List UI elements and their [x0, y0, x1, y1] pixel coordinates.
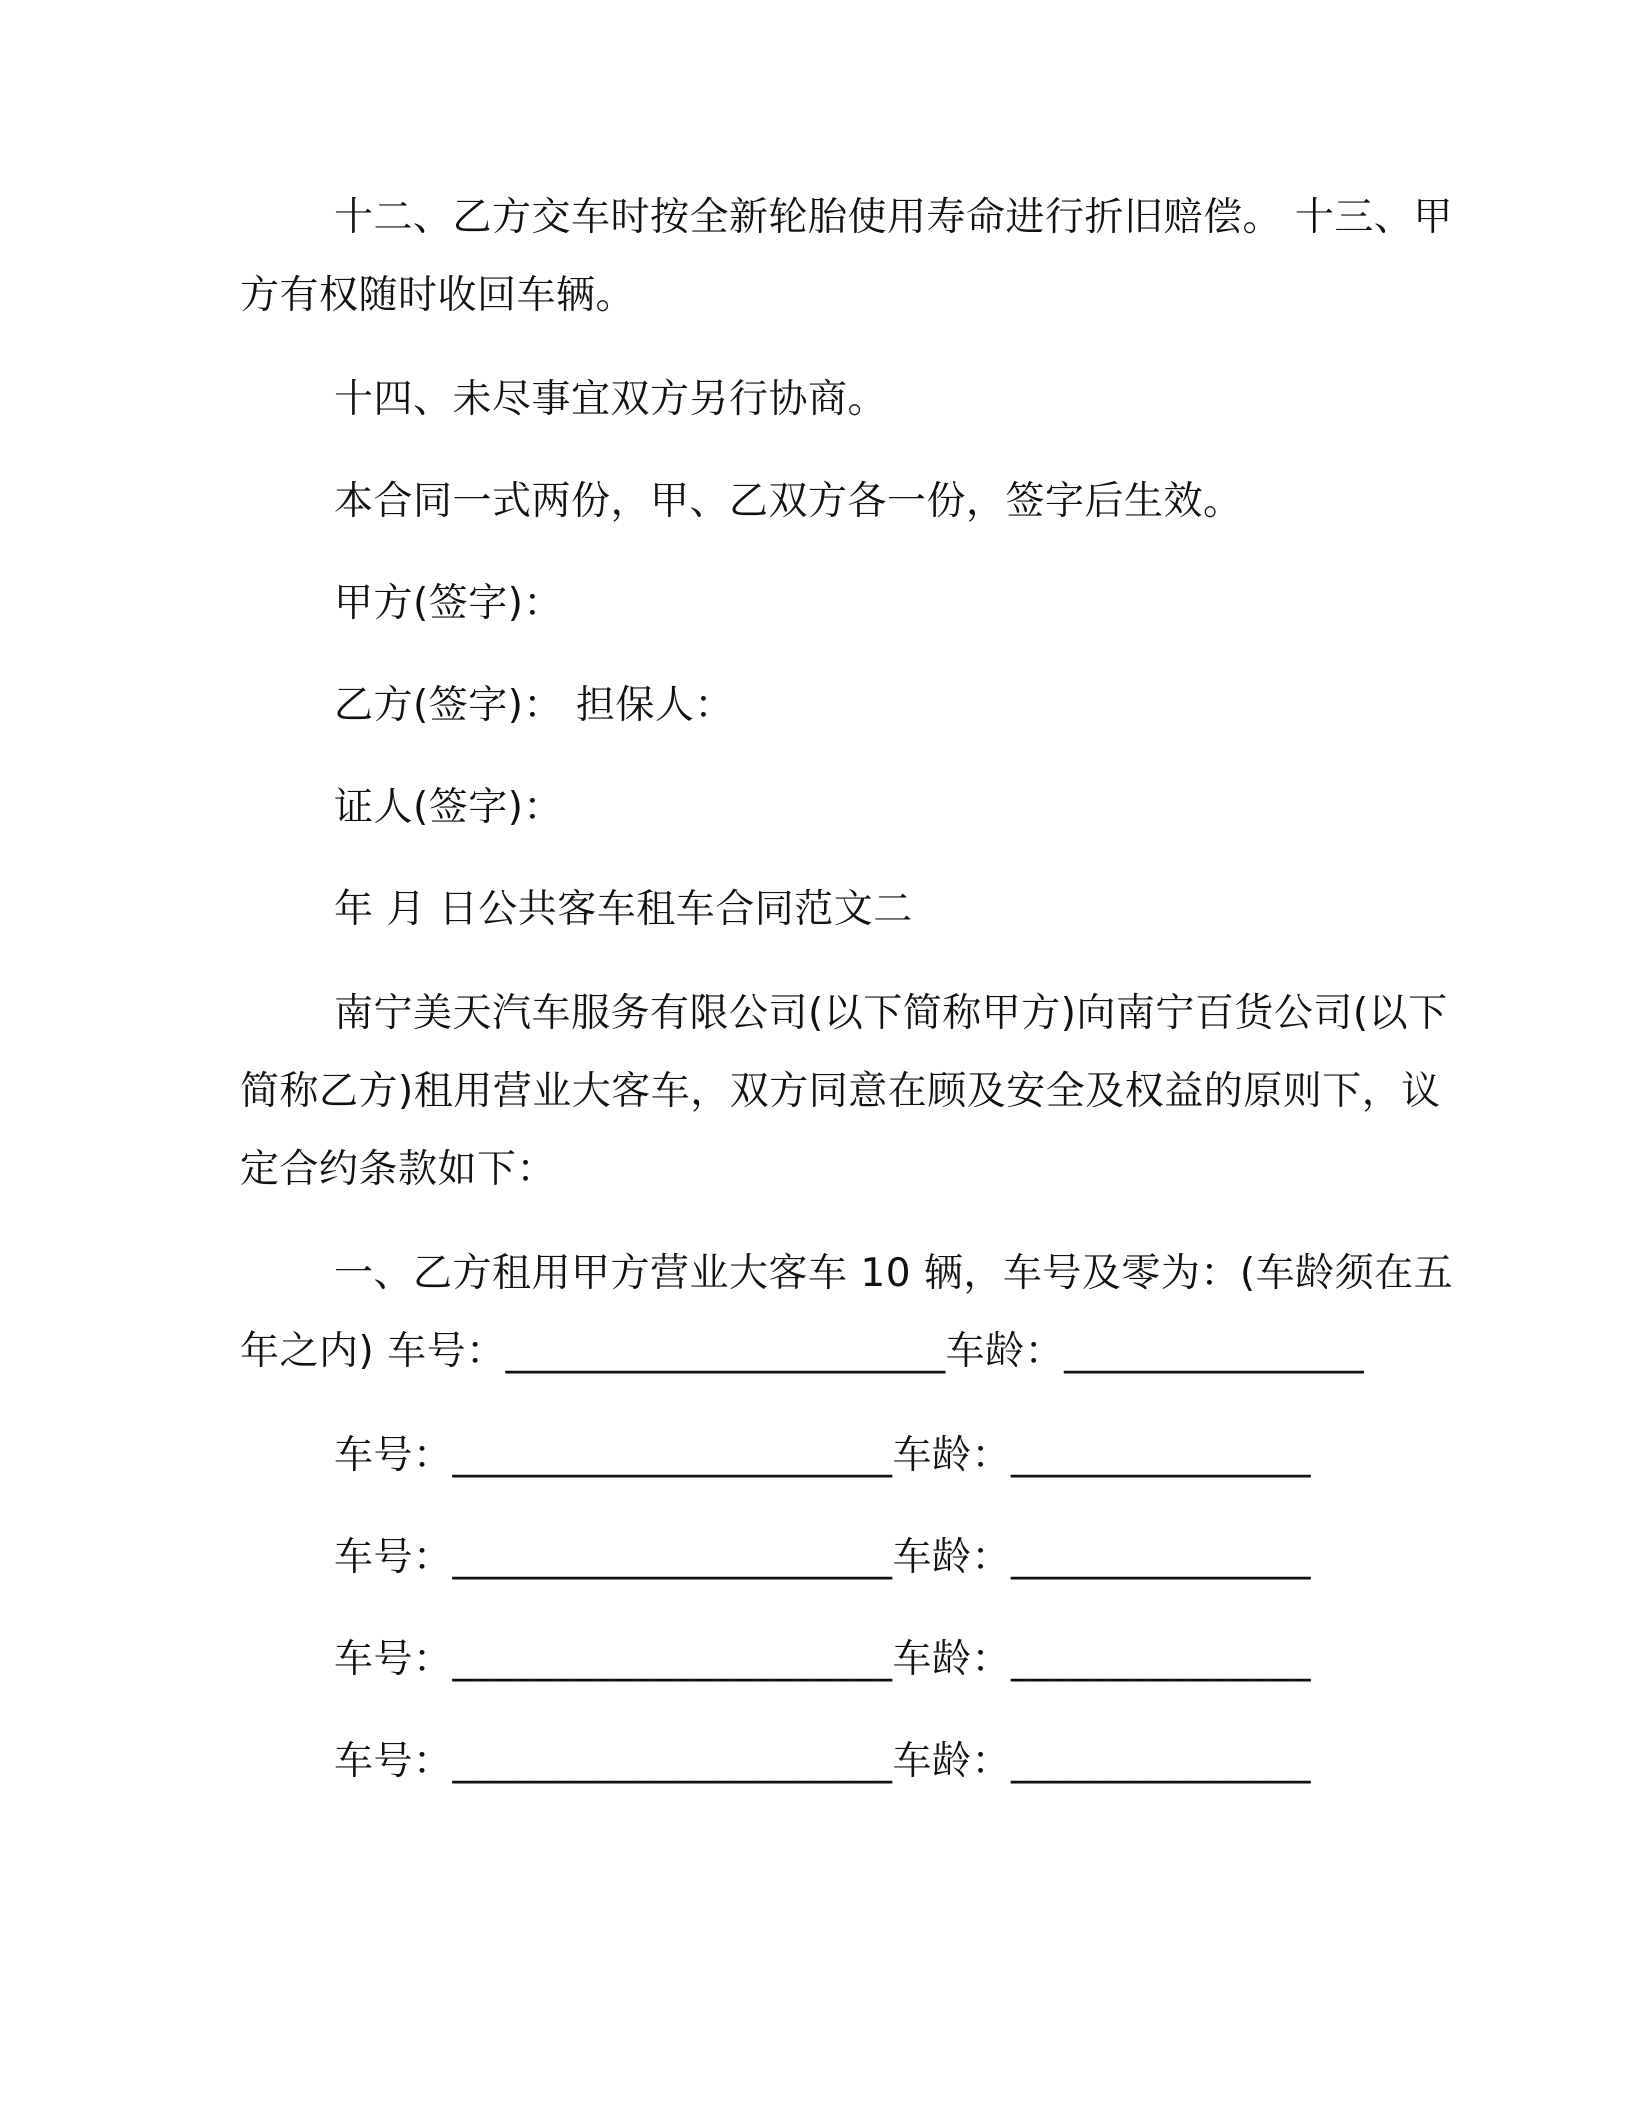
clause-14: 十四、未尽事宜双方另行协商。: [334, 377, 888, 422]
intro-line-2: 简称乙方)租用营业大客车，双方同意在顾及安全及权益的原则下，议: [240, 1069, 1441, 1114]
clause-1-line-1: 一、乙方租用甲方营业大客车 10 辆，车号及零为：(车龄须在五: [334, 1251, 1454, 1296]
clause-12-line-2: 方有权随时收回车辆。: [240, 273, 636, 318]
vehicle-row: 车号：______________________车龄：_______________: [334, 1637, 1312, 1682]
vehicle-row: 车号：______________________车龄：_______________: [334, 1535, 1312, 1580]
party-b-signature: 乙方(签字)： 担保人：: [334, 683, 734, 728]
effectiveness-clause: 本合同一式两份，甲、乙双方各一份，签字后生效。: [334, 479, 1243, 524]
clause-1-line-2: 年之内) 车号：______________________车龄：_______________: [240, 1329, 1365, 1374]
witness-signature: 证人(签字)：: [334, 785, 563, 830]
intro-line-3: 定合约条款如下：: [240, 1147, 557, 1192]
vehicle-row: 车号：______________________车龄：_______________: [334, 1433, 1312, 1478]
date-and-title: 年 月 日公共客车租车合同范文二: [334, 887, 913, 932]
vehicle-row: 车号：______________________车龄：_______________: [334, 1739, 1312, 1784]
party-a-signature: 甲方(签字)：: [334, 581, 563, 626]
intro-line-1: 南宁美天汽车服务有限公司(以下简称甲方)向南宁百货公司(以下: [334, 991, 1448, 1036]
clause-12-line-1: 十二、乙方交车时按全新轮胎使用寿命进行折旧赔偿。 十三、甲: [334, 195, 1453, 240]
